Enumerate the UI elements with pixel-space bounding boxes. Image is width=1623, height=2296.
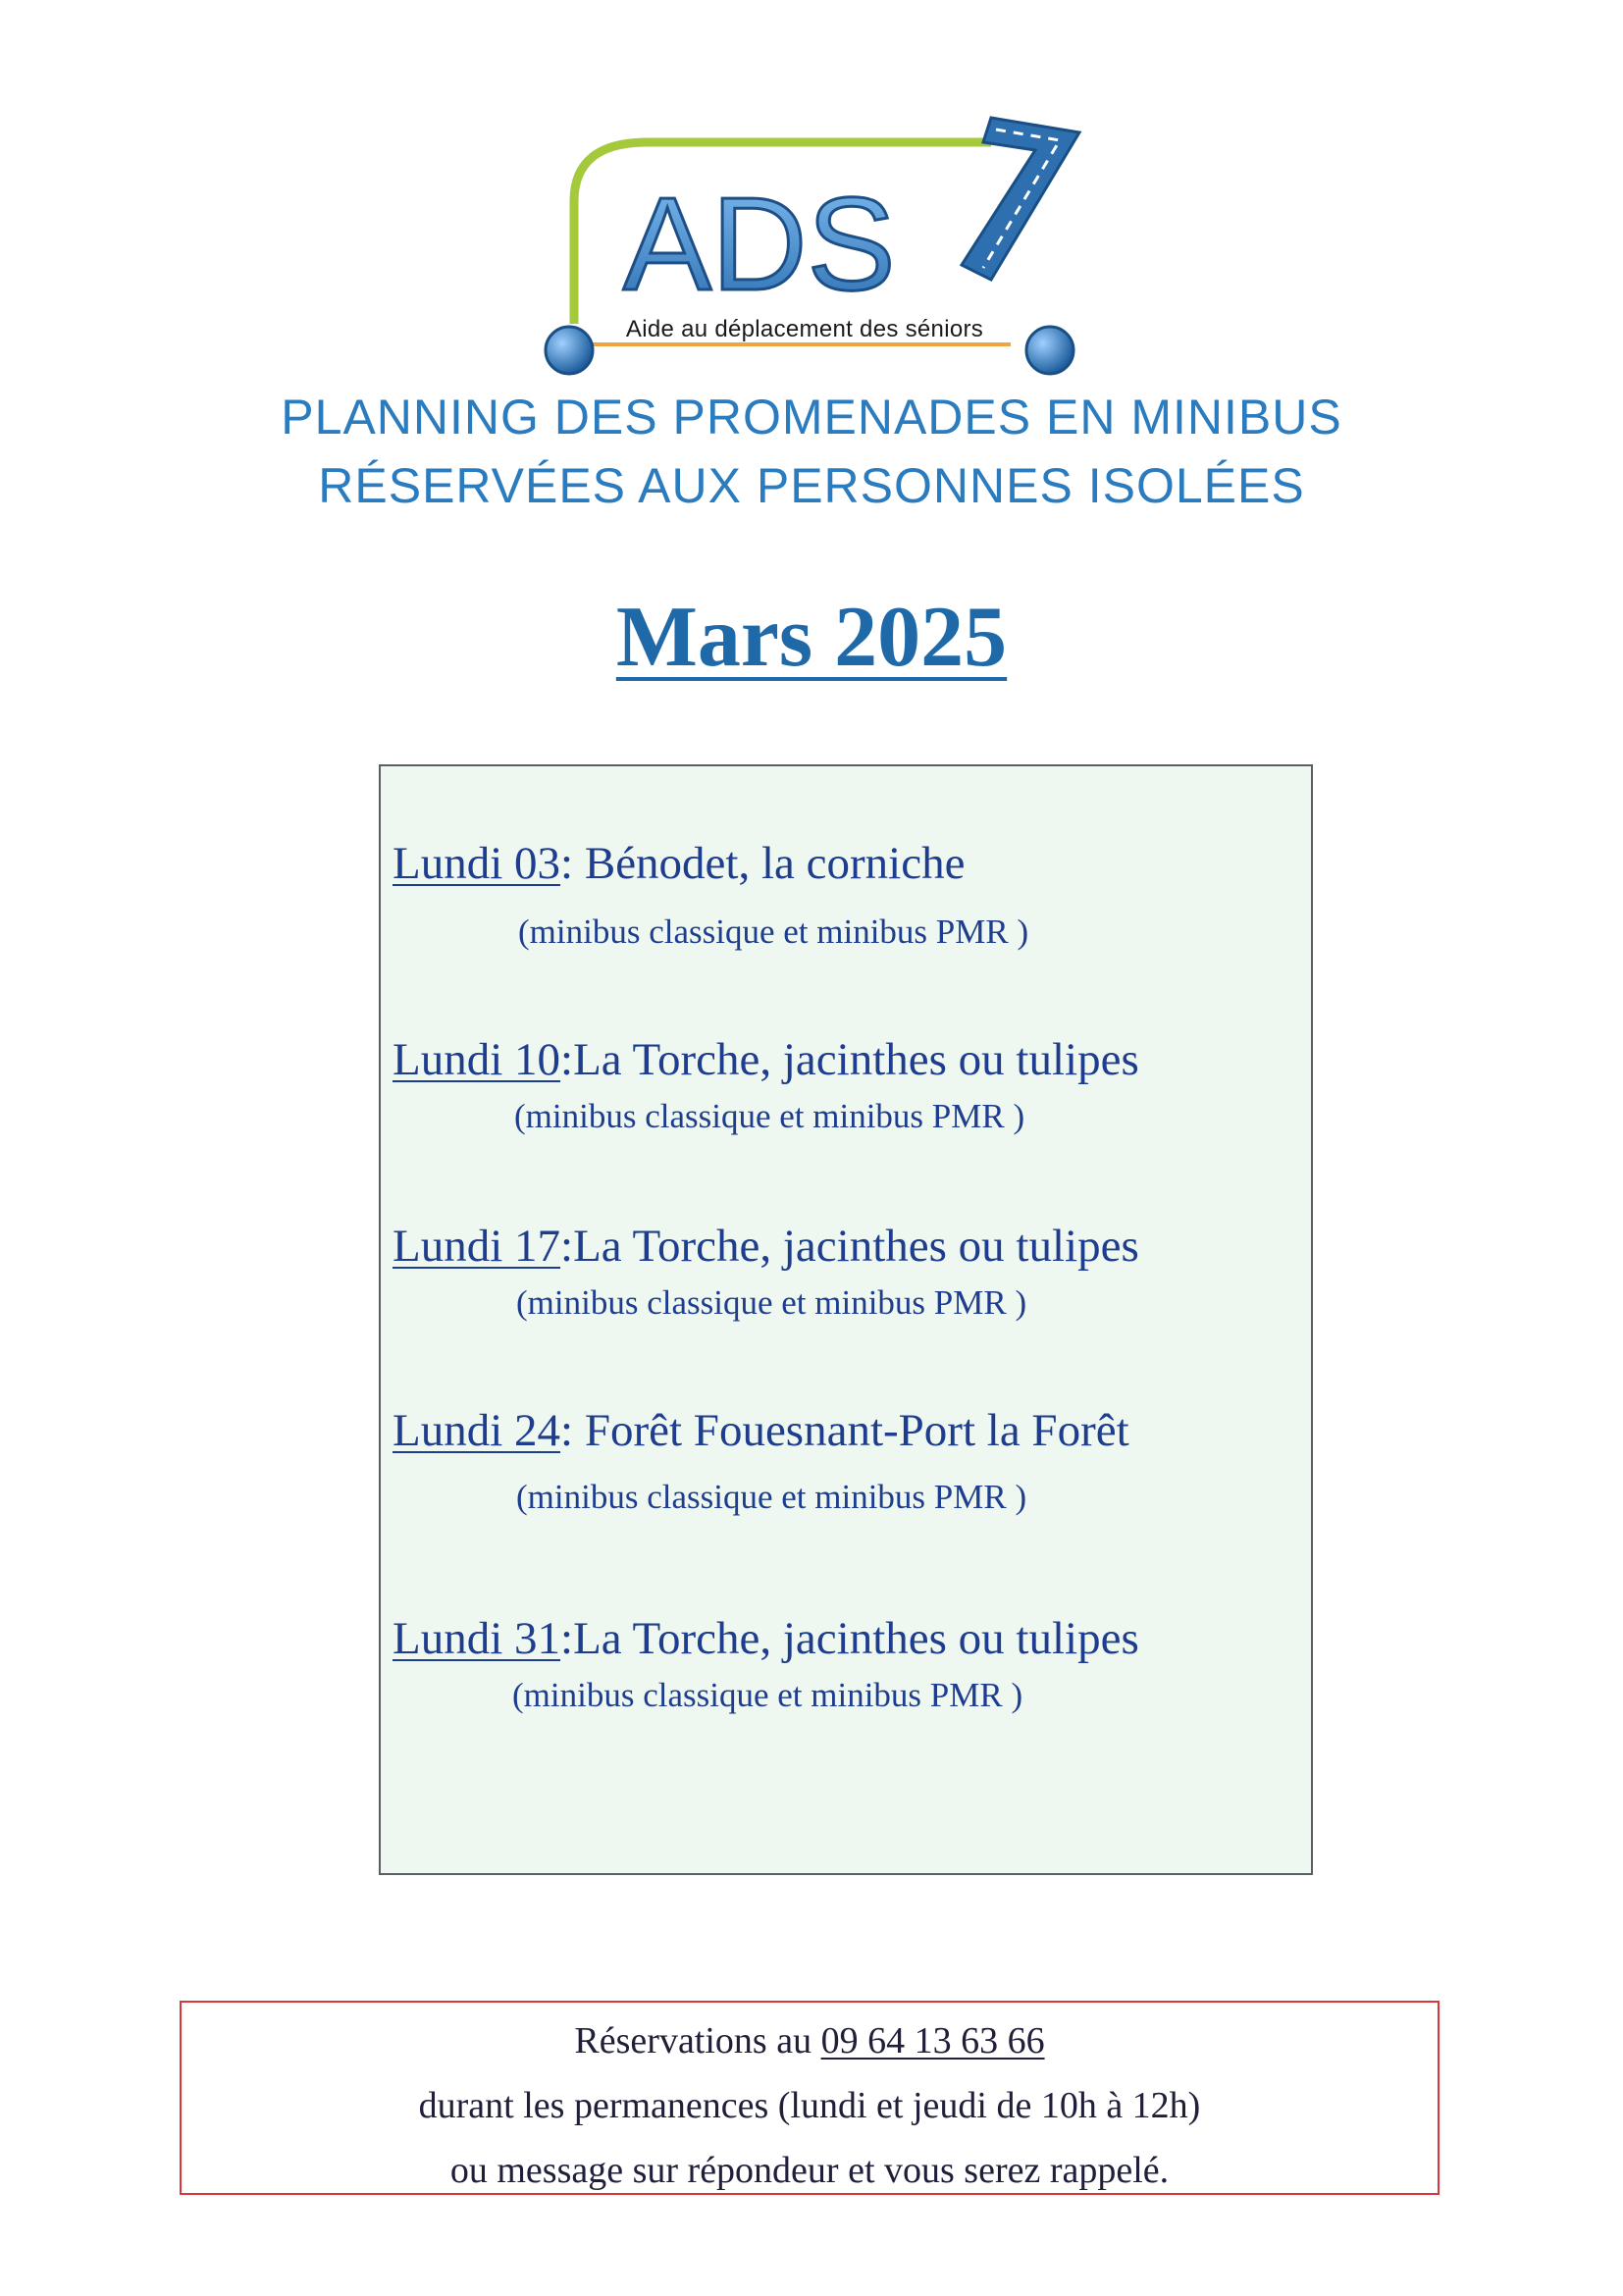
- trip-note: (minibus classique et minibus PMR ): [518, 913, 1029, 952]
- trip-note: (minibus classique et minibus PMR ): [514, 1097, 1025, 1136]
- trip-destination: : Bénodet, la corniche: [560, 838, 966, 889]
- ads7-logo: [530, 93, 1099, 388]
- trip-line: [393, 1404, 1305, 1457]
- trip-destination: : Forêt Fouesnant-Port la Forêt: [560, 1405, 1129, 1456]
- trip-day: Lundi 17: [393, 1221, 561, 1272]
- title-line-1: PLANNING DES PROMENADES EN MINIBUS: [281, 390, 1342, 444]
- phone-number-link[interactable]: 09 64 13 63 66: [820, 2020, 1045, 2061]
- title-line-2: RÉSERVÉES AUX PERSONNES ISOLÉES: [318, 458, 1305, 513]
- trip-item: [393, 1220, 1305, 1324]
- trip-line: [393, 1220, 1305, 1273]
- trip-day: Lundi 31: [393, 1613, 561, 1664]
- trip-day: Lundi 03: [393, 838, 561, 889]
- trip-day: Lundi 24: [393, 1405, 561, 1456]
- trip-destination: :La Torche, jacinthes ou tulipes: [560, 1034, 1139, 1085]
- trip-day: Lundi 10: [393, 1034, 561, 1085]
- trip-line: [393, 1612, 1305, 1665]
- reservation-prefix: Réservations au: [574, 2020, 821, 2061]
- logo-right-dot: [1026, 327, 1073, 374]
- reservation-box: [180, 2001, 1440, 2195]
- trip-destination: :La Torche, jacinthes ou tulipes: [560, 1613, 1139, 1664]
- trip-line: [393, 837, 1305, 890]
- trip-item: [393, 1612, 1305, 1716]
- trip-destination: :La Torche, jacinthes ou tulipes: [560, 1221, 1139, 1272]
- logo-graphic: [530, 93, 1099, 388]
- trip-line: [393, 1033, 1305, 1086]
- logo-brand-text: ADS: [623, 170, 896, 318]
- trip-note: (minibus classique et minibus PMR ): [512, 1676, 1023, 1715]
- logo-left-dot: [546, 327, 593, 374]
- trips-panel: [379, 764, 1313, 1875]
- trip-item: [393, 837, 1305, 953]
- trip-item: [393, 1404, 1305, 1518]
- trip-note: (minibus classique et minibus PMR ): [516, 1283, 1027, 1323]
- reservation-line-3: ou message sur répondeur et vous serez rappelé.: [449, 2150, 1170, 2191]
- trip-note: (minibus classique et minibus PMR ): [516, 1478, 1027, 1517]
- trip-item: [393, 1033, 1305, 1137]
- month-heading: Mars 2025: [615, 590, 1008, 685]
- logo-tagline: Aide au déplacement des séniors: [625, 316, 984, 342]
- reservation-line-2: durant les permanences (lundi et jeudi de 10h à 12h): [418, 2085, 1201, 2126]
- reservation-line-1: [182, 2022, 1438, 2060]
